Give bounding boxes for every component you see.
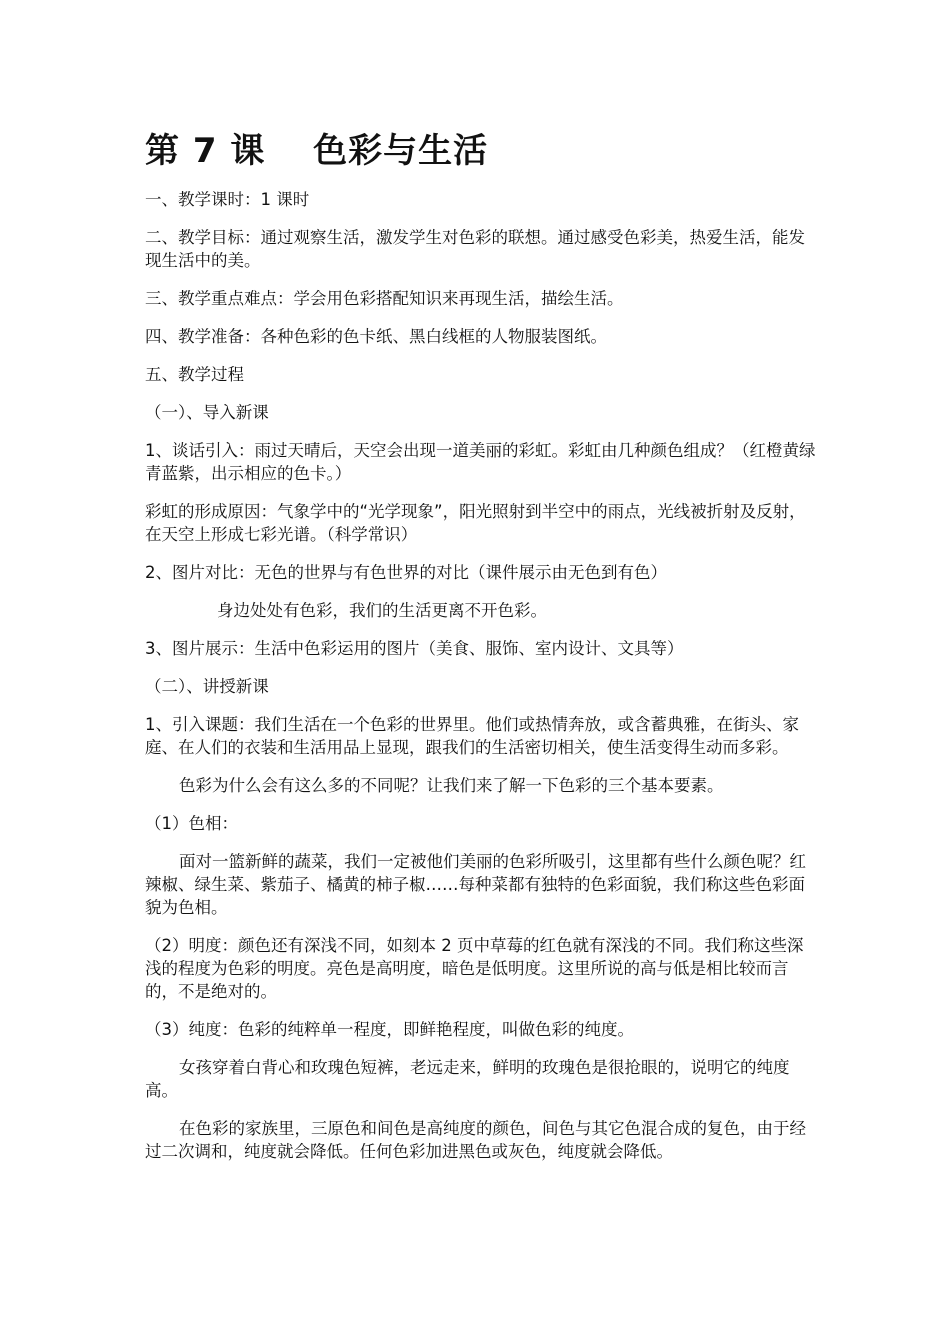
teaching-objectives: 二、教学目标：通过观察生活，激发学生对色彩的联想。通过感受色彩美，热爱生活，能发现生活中的美。 <box>145 228 805 270</box>
hue-heading: （1）色相： <box>145 814 238 833</box>
teaching-preparation: 四、教学准备：各种色彩的色卡纸、黑白线框的人物服装图纸。 <box>145 327 607 346</box>
lesson-title: 第 7 课 色彩与生活 <box>145 131 489 171</box>
section-intro-heading: （一）、导入新课 <box>145 403 269 422</box>
teaching-process-heading: 五、教学过程 <box>145 365 244 384</box>
lesson-hours: 一、教学课时：1 课时 <box>145 190 310 209</box>
key-difficulties: 三、教学重点难点：学会用色彩搭配知识来再现生活，描绘生活。 <box>145 289 624 308</box>
colors-everywhere: 身边处处有色彩，我们的生活更离不开色彩。 <box>217 601 547 620</box>
saturation-example: 女孩穿着白背心和玫瑰色短裤，老远走来，鲜明的玫瑰色是很抢眼的，说明它的纯度高。 <box>145 1058 790 1100</box>
hue-explanation: 面对一篮新鲜的蔬菜，我们一定被他们美丽的色彩所吸引，这里都有些什么颜色呢？红辣椒、绿生菜、紫茄子、橘黄的柿子椒……每种菜都有独特的色彩面貌，我们称这些色彩面貌为色相。 <box>145 852 806 917</box>
topic-introduction: 1、引入课题：我们生活在一个色彩的世界里。他们或热情奔放，或含蓄典雅，在街头、家庭、在人们的衣装和生活用品上显现，跟我们的生活密切相关，使生活变得生动而多彩。 <box>145 715 799 757</box>
saturation-definition: （3）纯度：色彩的纯粹单一程度，即鲜艳程度，叫做色彩的纯度。 <box>145 1020 634 1039</box>
picture-display: 3、图片展示：生活中色彩运用的图片（美食、服饰、室内设计、文具等） <box>145 639 684 658</box>
brightness-explanation: （2）明度：颜色还有深浅不同，如刻本 2 页中草莓的红色就有深浅的不同。我们称这些深浅的程度为色彩的明度。亮色是高明度，暗色是低明度。这里所说的高与低是相比较而言的，不是绝对的。 <box>145 936 804 1001</box>
intro-conversation: 1、谈话引入：雨过天晴后，天空会出现一道美丽的彩虹。彩虹由几种颜色组成？（红橙黄绿青蓝紫，出示相应的色卡。） <box>145 441 816 483</box>
document-page <box>145 128 817 1178</box>
section-new-lesson-heading: （二）、讲授新课 <box>145 677 269 696</box>
three-elements-question: 色彩为什么会有这么多的不同呢？让我们来了解一下色彩的三个基本要素。 <box>179 776 724 795</box>
saturation-family: 在色彩的家族里，三原色和间色是高纯度的颜色，间色与其它色混合成的复色，由于经过二次调和，纯度就会降低。任何色彩加进黑色或灰色，纯度就会降低。 <box>145 1119 806 1161</box>
picture-comparison: 2、图片对比：无色的世界与有色世界的对比（课件展示由无色到有色） <box>145 563 667 582</box>
rainbow-cause: 彩虹的形成原因：气象学中的“光学现象”，阳光照射到半空中的雨点，光线被折射及反射，在天空上形成七彩光谱。（科学常识） <box>145 502 806 544</box>
